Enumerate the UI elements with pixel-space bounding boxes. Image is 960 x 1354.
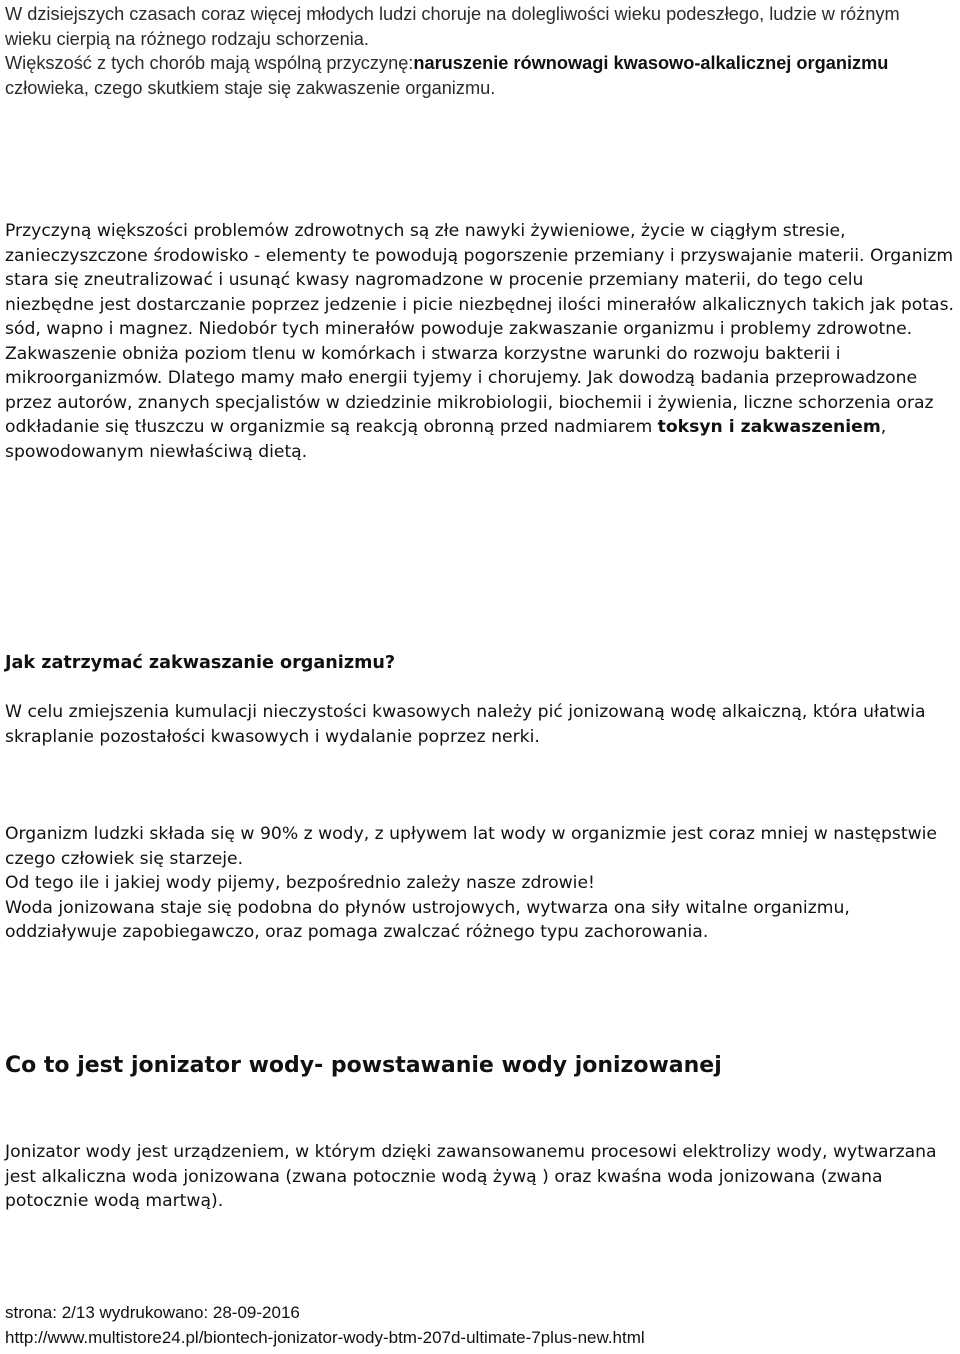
intro-line-1: W dzisiejszych czasach coraz więcej młodych ludzi choruje na dolegliwości wieku podeszłego, ludzie w różnym wieku cierpią na różnego rodzaju schorzenia. (5, 4, 900, 49)
water-line-2: Od tego ile i jakiej wody pijemy, bezpośrednio zależy nasze zdrowie! (5, 873, 595, 893)
water-line-1: Organizm ludzki składa się w 90% z wody, z upływem lat wody w organizmie jest coraz mniej w następstwie czego człowiek się starzeje. (5, 824, 937, 869)
causes-text: Przyczyną większości problemów zdrowotnych są złe nawyki żywieniowe, życie w ciągłym stresie, zanieczyszczone środowisko - elementy te powodują pogorszenie przemiany i przyswajanie materii. Organizm stara się zneutralizować i usunąć kwasy nagromadzone w procenie przemiany materii, do tego celu niezbędne jest dostarczanie poprzez jedzenie i picie niezbędnej ilości minerałów alkalicznych takich jak potas. sód, wapno i magnez. Niedobór tych minerałów powoduje zakwaszanie organizmu i problemy zdrowotne. Zakwaszenie obniża poziom tlenu w komórkach i stwarza korzystne warunki do rozwoju bakterii i mikroorganizmów. Dlatego mamy mało energii tyjemy i chorujemy. Jak dowodzą badania przeprowadzone przez autorów, znanych specjalistów w dziedzinie mikrobiologii, biochemii i żywienia, liczne schorzenia oraz odkładanie się tłuszczu w organizmie są reakcją obronną przed nadmiarem (5, 221, 954, 437)
section-ionizer-heading: Co to jest jonizator wody- powstawanie wody jonizowanej (5, 1053, 722, 1078)
causes-paragraph (5, 219, 956, 464)
water-line-3: Woda jonizowana staje się podobna do płynów ustrojowych, wytwarza ona siły witalne organizmu, oddziaływuje zapobiegawczo, oraz pomaga zwalczać różnego typu zachorowania. (5, 897, 850, 942)
footer-page-info: strona: 2/13 wydrukowano: 28-09-2016 (5, 1303, 300, 1322)
intro-line-2-start: Większość z tych chorób mają wspólną przyczynę: (5, 53, 414, 73)
intro-line-2-end: człowieka, czego skutkiem staje się zakwaszenie organizmu. (5, 77, 496, 98)
causes-bold-phrase: toksyn i zakwaszeniem (657, 417, 881, 437)
section-ionizer-body: Jonizator wody jest urządzeniem, w którym dzięki zawansowanemu procesowi elektrolizy wody, wytwarzana jest alkaliczna woda jonizowana (zwana potocznie wodą żywą ) oraz kwaśna woda jonizowana (zwana potocznie wodą martwą). (5, 1142, 937, 1211)
section-stop-body: W celu zmiejszenia kumulacji nieczystości kwasowych należy pić jonizowaną wodę alkaiczną, która ułatwia skraplanie pozostałości kwasowych i wydalanie poprzez nerki. (5, 702, 926, 747)
section-stop-heading: Jak zatrzymać zakwaszanie organizmu? (5, 653, 396, 673)
causes-text-end: , spowodowanym niewłaściwą dietą. (5, 417, 887, 462)
intro-paragraph (5, 2, 948, 100)
intro-bold-phrase: naruszenie równowagi kwasowo-alkalicznej organizmu (413, 53, 889, 73)
water-paragraph (5, 822, 948, 945)
footer-url[interactable]: http://www.multistore24.pl/biontech-jonizator-wody-btm-207d-ultimate-7plus-new.html (5, 1328, 645, 1347)
